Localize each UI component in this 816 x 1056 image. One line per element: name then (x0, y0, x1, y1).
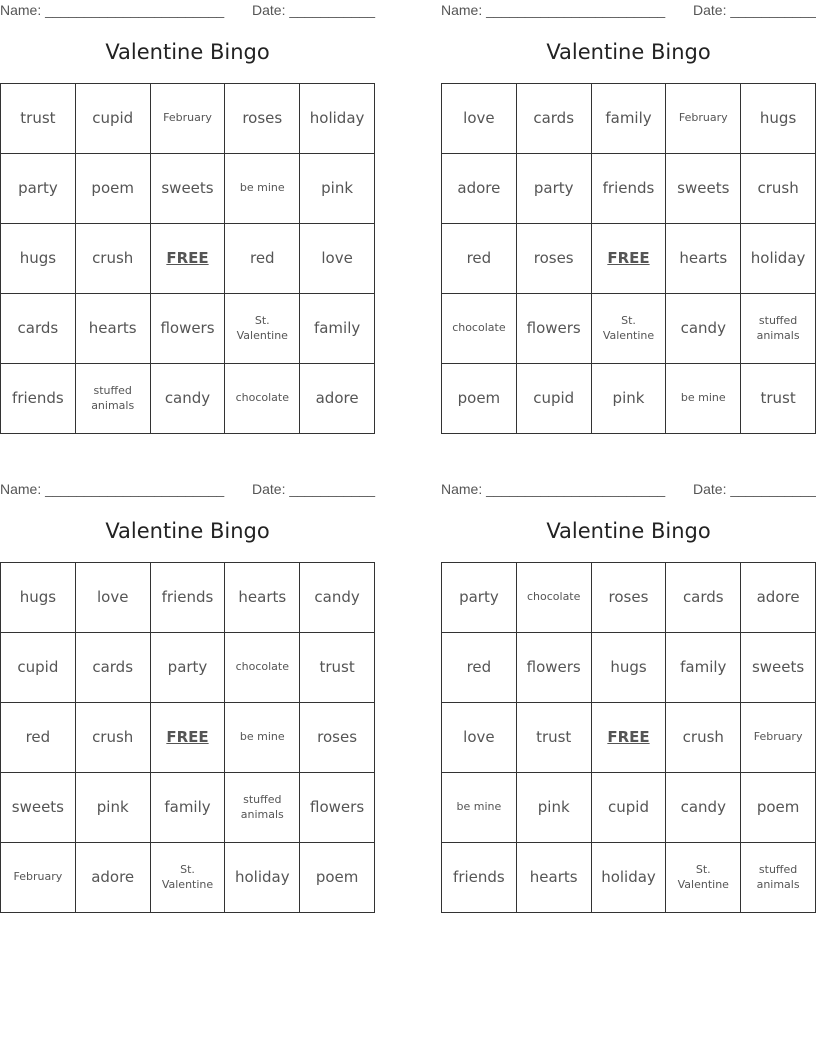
free-space: FREE (592, 224, 667, 294)
bingo-cell: chocolate (517, 563, 592, 633)
bingo-cell: love (442, 703, 517, 773)
bingo-cell: roses (592, 563, 667, 633)
free-space: FREE (151, 703, 226, 773)
bingo-cell: trust (517, 703, 592, 773)
bingo-cell: cards (1, 294, 76, 364)
bingo-cell: sweets (1, 773, 76, 843)
bingo-cell: red (225, 224, 300, 294)
bingo-cell: family (666, 633, 741, 703)
bingo-cell: crush (741, 154, 816, 224)
bingo-cell: cupid (517, 364, 592, 434)
bingo-cell: stuffed animals (741, 294, 816, 364)
bingo-cell: trust (741, 364, 816, 434)
bingo-cell: February (151, 84, 226, 154)
name-label: Name: _______________________ (0, 481, 225, 497)
bingo-cell: St. Valentine (666, 843, 741, 913)
bingo-cell: February (666, 84, 741, 154)
bingo-cell: family (300, 294, 375, 364)
bingo-cell: cupid (1, 633, 76, 703)
bingo-cell: hugs (592, 633, 667, 703)
bingo-cell: crush (76, 224, 151, 294)
bingo-cell: cards (517, 84, 592, 154)
bingo-cell: hearts (517, 843, 592, 913)
bingo-cell: party (151, 633, 226, 703)
bingo-grid (0, 83, 375, 434)
bingo-cell: red (1, 703, 76, 773)
free-space: FREE (592, 703, 667, 773)
bingo-cell: sweets (151, 154, 226, 224)
bingo-cell: candy (151, 364, 226, 434)
bingo-cell: pink (592, 364, 667, 434)
bingo-cell: poem (741, 773, 816, 843)
bingo-cell: roses (517, 224, 592, 294)
bingo-cell: cupid (592, 773, 667, 843)
bingo-cell: party (1, 154, 76, 224)
bingo-cell: cards (76, 633, 151, 703)
bingo-cell: family (151, 773, 226, 843)
name-label: Name: _______________________ (0, 2, 225, 18)
bingo-cell: holiday (592, 843, 667, 913)
bingo-cell: stuffed animals (225, 773, 300, 843)
bingo-cell: be mine (442, 773, 517, 843)
bingo-card (0, 0, 375, 412)
card-title: Valentine Bingo (105, 519, 270, 543)
date-label: Date: ___________ (693, 481, 816, 497)
card-header (441, 0, 816, 22)
date-label: Date: ___________ (693, 2, 816, 18)
bingo-card (441, 479, 816, 891)
bingo-cell: holiday (225, 843, 300, 913)
card-title: Valentine Bingo (546, 40, 711, 64)
bingo-cell: candy (666, 773, 741, 843)
bingo-cell: flowers (300, 773, 375, 843)
bingo-cell: St. Valentine (225, 294, 300, 364)
bingo-cell: cupid (76, 84, 151, 154)
bingo-cell: adore (300, 364, 375, 434)
card-title: Valentine Bingo (546, 519, 711, 543)
bingo-cell: hugs (741, 84, 816, 154)
bingo-cell: February (741, 703, 816, 773)
bingo-grid (441, 562, 816, 913)
bingo-cell: roses (300, 703, 375, 773)
bingo-cell: poem (300, 843, 375, 913)
bingo-grid (0, 562, 375, 913)
bingo-cell: crush (666, 703, 741, 773)
bingo-cell: crush (76, 703, 151, 773)
bingo-cell: love (300, 224, 375, 294)
bingo-cell: pink (76, 773, 151, 843)
bingo-grid (441, 83, 816, 434)
bingo-cell: chocolate (225, 364, 300, 434)
date-label: Date: ___________ (252, 481, 375, 497)
bingo-cell: holiday (300, 84, 375, 154)
bingo-cell: holiday (741, 224, 816, 294)
bingo-cell: sweets (741, 633, 816, 703)
bingo-cell: be mine (225, 703, 300, 773)
bingo-cell: poem (442, 364, 517, 434)
bingo-cell: pink (300, 154, 375, 224)
bingo-cell: chocolate (442, 294, 517, 364)
bingo-cell: cards (666, 563, 741, 633)
card-title: Valentine Bingo (105, 40, 270, 64)
bingo-cell: friends (592, 154, 667, 224)
bingo-cell: flowers (517, 294, 592, 364)
bingo-cell: flowers (151, 294, 226, 364)
bingo-cell: sweets (666, 154, 741, 224)
bingo-cell: flowers (517, 633, 592, 703)
bingo-cell: party (517, 154, 592, 224)
bingo-cell: hearts (225, 563, 300, 633)
bingo-cell: stuffed animals (741, 843, 816, 913)
bingo-cell: candy (666, 294, 741, 364)
bingo-cell: adore (741, 563, 816, 633)
bingo-card (441, 0, 816, 407)
name-label: Name: _______________________ (441, 481, 666, 497)
bingo-cell: be mine (666, 364, 741, 434)
bingo-cell: friends (442, 843, 517, 913)
bingo-cell: family (592, 84, 667, 154)
bingo-cell: party (442, 563, 517, 633)
bingo-card (0, 479, 375, 891)
bingo-cell: hearts (666, 224, 741, 294)
bingo-cell: red (442, 633, 517, 703)
bingo-cell: stuffed animals (76, 364, 151, 434)
name-label: Name: _______________________ (441, 2, 666, 18)
bingo-cell: hearts (76, 294, 151, 364)
bingo-cell: red (442, 224, 517, 294)
bingo-cell: love (442, 84, 517, 154)
bingo-cell: pink (517, 773, 592, 843)
bingo-cell: trust (1, 84, 76, 154)
bingo-cell: hugs (1, 563, 76, 633)
bingo-cell: adore (442, 154, 517, 224)
bingo-cell: adore (76, 843, 151, 913)
bingo-cell: hugs (1, 224, 76, 294)
bingo-cell: candy (300, 563, 375, 633)
card-header (0, 479, 375, 501)
card-header (441, 479, 816, 501)
bingo-cell: chocolate (225, 633, 300, 703)
bingo-cell: St. Valentine (592, 294, 667, 364)
free-space: FREE (151, 224, 226, 294)
bingo-cell: poem (76, 154, 151, 224)
bingo-cell: be mine (225, 154, 300, 224)
bingo-cell: roses (225, 84, 300, 154)
bingo-cell: friends (1, 364, 76, 434)
bingo-cell: love (76, 563, 151, 633)
bingo-cell: trust (300, 633, 375, 703)
date-label: Date: ___________ (252, 2, 375, 18)
bingo-cell: February (1, 843, 76, 913)
card-header (0, 0, 375, 22)
bingo-cell: St. Valentine (151, 843, 226, 913)
bingo-cell: friends (151, 563, 226, 633)
